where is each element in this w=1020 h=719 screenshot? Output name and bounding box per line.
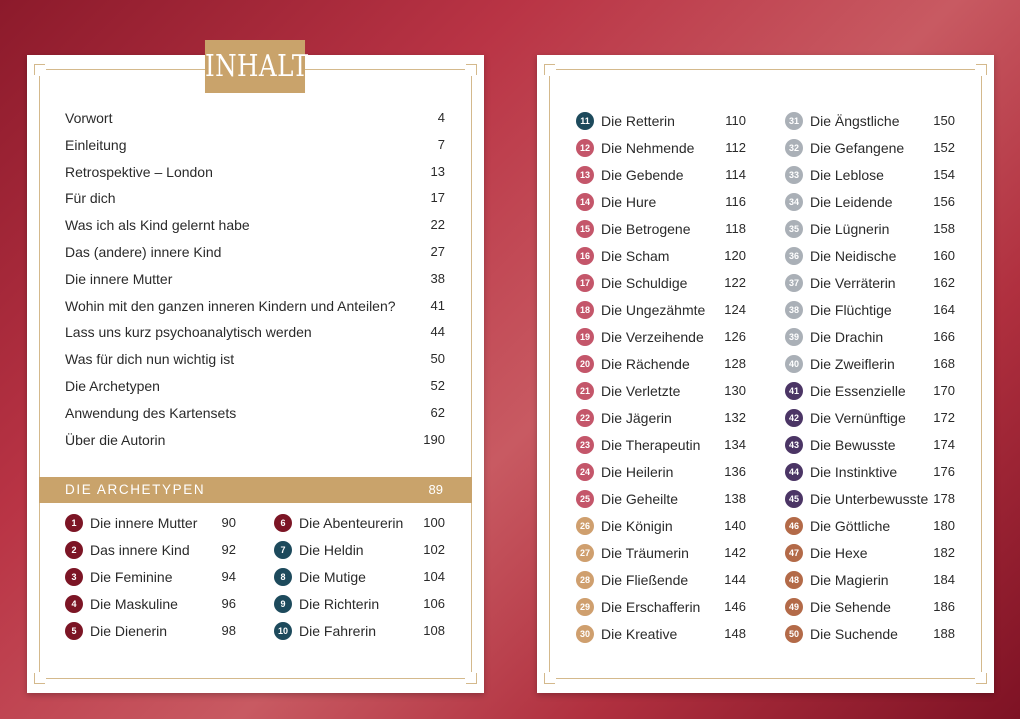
archetype-entry[interactable] [785,571,955,598]
toc-entry-label: Lass uns kurz psychoanalytisch werden [65,324,312,341]
archetype-page: 168 [933,356,955,371]
toc-entry-page: 50 [430,351,445,367]
archetype-entry[interactable] [785,382,955,409]
toc-entry-label: Vorwort [65,110,113,126]
archetype-page: 146 [724,599,746,614]
archetype-name: Die Sehende [810,599,891,615]
toc-entry-label: Über die Autorin [65,431,166,448]
archetype-entry[interactable] [576,220,746,247]
archetype-page: 158 [933,221,955,236]
archetype-list-col3 [576,112,746,652]
archetype-page: 118 [725,221,746,236]
toc-entry-page: 52 [430,377,445,393]
toc-entry-page: 62 [430,404,445,420]
archetype-number-badge: 38 [785,301,803,319]
page-title: INHALT [205,40,305,93]
archetype-entry[interactable] [785,274,955,301]
archetype-page: 160 [933,248,955,263]
archetype-entry[interactable] [576,193,746,220]
archetype-number-badge: 42 [785,409,803,427]
archetype-page: 132 [724,410,746,425]
archetype-entry[interactable] [274,514,445,541]
archetype-name: Die Gefangene [810,140,905,156]
archetype-number-badge: 32 [785,139,803,157]
archetype-entry[interactable] [576,274,746,301]
archetype-number-badge: 25 [576,490,594,508]
archetype-entry[interactable] [576,463,746,490]
archetype-name: Die Schuldige [601,275,688,291]
archetype-entry[interactable] [785,409,955,436]
archetype-page: 152 [933,140,955,155]
archetype-number-badge: 34 [785,193,803,211]
archetype-entry[interactable] [576,490,746,517]
archetype-name: Die Verzeihende [601,329,704,345]
toc-entry-page: 4 [437,110,445,125]
archetype-entry[interactable] [576,598,746,625]
archetype-entry[interactable] [576,139,746,166]
archetype-entry[interactable] [576,328,746,355]
archetype-entry[interactable] [576,436,746,463]
archetype-number-badge: 13 [576,166,594,184]
archetype-entry[interactable] [785,301,955,328]
toc-entry-label: Was ich als Kind gelernt habe [65,217,250,234]
archetype-entry[interactable] [785,112,955,139]
archetype-page: 170 [933,383,955,398]
toc-entry-label: Die Archetypen [65,377,160,394]
toc-entry-label: Was für dich nun wichtig ist [65,351,235,368]
archetype-name: Die Jägerin [601,410,672,426]
archetype-number-badge: 41 [785,382,803,400]
archetype-name: Die Feminine [90,569,173,585]
toc-entry-page: 22 [430,217,445,233]
archetype-entry[interactable] [785,220,955,247]
archetype-number-badge: 22 [576,409,594,427]
archetype-name: Die Fahrerin [299,623,377,639]
archetype-page: 166 [933,329,955,344]
archetype-number-badge: 14 [576,193,594,211]
archetype-name: Die Hure [601,194,657,210]
archetype-page: 98 [221,623,236,638]
archetype-number-badge: 1 [65,514,83,532]
archetype-name: Die Vernünftige [810,410,906,426]
archetype-entry[interactable] [65,541,236,568]
archetype-page: 102 [423,542,445,557]
archetype-name: Die Heldin [299,542,364,558]
archetype-entry[interactable] [576,517,746,544]
toc-entry-page: 44 [430,324,445,340]
archetype-entry[interactable] [785,436,955,463]
archetype-page: 144 [724,572,746,587]
archetype-page: 186 [933,599,955,614]
archetype-page: 162 [933,275,955,290]
archetype-name: Die Gebende [601,167,684,183]
archetype-entry[interactable] [576,544,746,571]
archetype-page: 96 [221,596,236,611]
archetype-name: Die Leblose [810,167,884,183]
archetype-entry[interactable] [785,490,955,517]
archetype-name: Die Retterin [601,113,675,129]
archetype-name: Die Träumerin [601,545,689,561]
archetype-name: Die Ängstliche [810,113,900,129]
archetype-page: 112 [725,140,746,155]
archetype-page: 148 [724,626,746,641]
toc-entry-label: Anwendung des Kartensets [65,404,237,421]
archetype-name: Die Hexe [810,545,868,561]
archetype-number-badge: 30 [576,625,594,643]
archetype-page: 122 [724,275,746,290]
archetype-number-badge: 26 [576,517,594,535]
archetype-number-badge: 4 [65,595,83,613]
archetype-number-badge: 11 [576,112,594,130]
archetype-name: Die Flüchtige [810,302,892,318]
archetype-list-col4 [785,112,955,652]
archetype-entry[interactable] [576,571,746,598]
archetype-name: Die Maskuline [90,596,178,612]
archetype-page: 176 [933,464,955,479]
archetype-name: Die Neidische [810,248,897,264]
section-header-archetypes [39,477,472,503]
archetype-page: 138 [724,491,746,506]
archetype-entry[interactable] [274,568,445,595]
archetype-number-badge: 23 [576,436,594,454]
archetype-page: 130 [724,383,746,398]
archetype-entry[interactable] [274,595,445,622]
archetype-page: 106 [423,596,445,611]
archetype-page: 124 [724,302,746,317]
archetype-page: 104 [423,569,445,584]
toc-entry[interactable] [65,108,445,135]
archetype-name: Die Zweiflerin [810,356,895,372]
toc-entry-label: Die innere Mutter [65,270,173,287]
archetype-page: 188 [933,626,955,641]
archetype-entry[interactable] [785,247,955,274]
toc-entry[interactable] [65,349,445,376]
toc-entry-page: 27 [430,243,445,259]
archetype-page: 92 [221,542,236,557]
archetype-name: Die Göttliche [810,518,891,534]
toc-entry-page: 17 [430,190,445,206]
archetype-name: Die Abenteurerin [299,515,404,531]
archetype-name: Die Rächende [601,356,690,372]
frame-corner-ornament [465,62,479,76]
archetype-number-badge: 50 [785,625,803,643]
archetype-name: Die Suchende [810,626,898,642]
toc-entry[interactable] [65,188,445,215]
archetype-entry[interactable] [576,409,746,436]
archetype-page: 156 [933,194,955,209]
archetype-number-badge: 27 [576,544,594,562]
archetype-name: Die Ungezähmte [601,302,706,318]
archetype-list-col1 [65,514,236,649]
archetype-number-badge: 46 [785,517,803,535]
archetype-entry[interactable] [274,541,445,568]
archetype-name: Die innere Mutter [90,515,198,531]
archetype-name: Die Nehmende [601,140,695,156]
toc-entry-page: 190 [423,431,445,447]
archetype-entry[interactable] [576,382,746,409]
archetype-number-badge: 43 [785,436,803,454]
archetype-number-badge: 3 [65,568,83,586]
archetype-number-badge: 48 [785,571,803,589]
archetype-page: 126 [724,329,746,344]
archetype-number-badge: 10 [274,622,292,640]
archetype-entry[interactable] [65,622,236,649]
toc-entry[interactable] [65,322,445,349]
archetype-page: 128 [724,356,746,371]
archetype-page: 94 [221,569,236,584]
archetype-entry[interactable] [65,514,236,541]
archetype-page: 100 [423,515,445,530]
archetype-page: 178 [933,491,955,506]
archetype-number-badge: 15 [576,220,594,238]
toc-entry-label: Einleitung [65,136,127,153]
archetype-page: 164 [933,302,955,317]
archetype-page: 154 [933,167,955,182]
archetype-entry[interactable] [785,463,955,490]
archetype-page: 116 [725,194,746,209]
archetype-page: 136 [724,464,746,479]
archetype-entry[interactable] [65,595,236,622]
archetype-entry[interactable] [785,166,955,193]
archetype-list-col2 [274,514,445,649]
frame-corner-ornament [32,62,46,76]
archetype-number-badge: 7 [274,541,292,559]
frame-corner-ornament [542,62,556,76]
archetype-entry[interactable] [576,166,746,193]
archetype-page: 142 [724,545,746,560]
archetype-name: Die Instinktive [810,464,898,480]
toc-entry-label: Das (andere) innere Kind [65,243,222,260]
toc-entry[interactable] [65,403,445,430]
toc-entry[interactable] [65,376,445,403]
archetype-number-badge: 5 [65,622,83,640]
archetype-page: 184 [933,572,955,587]
archetype-number-badge: 36 [785,247,803,265]
archetype-number-badge: 35 [785,220,803,238]
archetype-number-badge: 39 [785,328,803,346]
archetype-name: Das innere Kind [90,542,190,558]
archetype-name: Die Geheilte [601,491,679,507]
archetype-number-badge: 24 [576,463,594,481]
toc-entry-label: Retrospektive – London [65,163,213,180]
archetype-name: Die Erschafferin [601,599,701,615]
archetype-page: 172 [933,410,955,425]
archetype-name: Die Fließende [601,572,689,588]
toc-entry-page: 7 [437,136,445,152]
archetype-page: 114 [725,167,746,182]
archetype-name: Die Scham [601,248,670,264]
archetype-number-badge: 47 [785,544,803,562]
toc-entry-label: Wohin mit den ganzen inneren Kindern und Anteilen? [65,297,396,314]
toc-entry-page: 38 [430,270,445,286]
archetype-entry[interactable] [785,544,955,571]
archetype-page: 110 [725,113,746,128]
archetype-name: Die Betrogene [601,221,691,237]
archetype-name: Die Lügnerin [810,221,890,237]
section-page-number: 89 [428,482,443,497]
archetype-page: 108 [423,623,445,638]
archetype-number-badge: 37 [785,274,803,292]
archetype-entry[interactable] [785,598,955,625]
archetype-name: Die Verräterin [810,275,896,291]
archetype-entry[interactable] [65,568,236,595]
archetype-name: Die Drachin [810,329,884,345]
archetype-number-badge: 9 [274,595,292,613]
archetype-number-badge: 21 [576,382,594,400]
section-title: DIE ARCHETYPEN [65,482,206,497]
archetype-entry[interactable] [576,301,746,328]
frame-corner-ornament [465,672,479,686]
toc-entry[interactable] [65,296,445,323]
archetype-name: Die Heilerin [601,464,674,480]
archetype-number-badge: 16 [576,247,594,265]
archetype-name: Die Unterbewusste [810,491,929,507]
archetype-number-badge: 44 [785,463,803,481]
archetype-name: Die Mutige [299,569,366,585]
archetype-entry[interactable] [274,622,445,649]
archetype-name: Die Verletzte [601,383,681,399]
archetype-page: 150 [933,113,955,128]
archetype-number-badge: 12 [576,139,594,157]
archetype-entry[interactable] [576,625,746,652]
archetype-page: 174 [933,437,955,452]
table-of-contents [65,108,445,456]
frame-corner-ornament [975,672,989,686]
archetype-page: 182 [933,545,955,560]
archetype-entry[interactable] [785,193,955,220]
archetype-name: Die Königin [601,518,673,534]
toc-entry[interactable] [65,135,445,162]
toc-entry-label: Für dich [65,190,116,207]
archetype-number-badge: 40 [785,355,803,373]
toc-entry-page: 13 [430,163,445,179]
archetype-entry[interactable] [785,328,955,355]
archetype-name: Die Magierin [810,572,889,588]
archetype-page: 180 [933,518,955,533]
archetype-entry[interactable] [785,355,955,382]
archetype-number-badge: 17 [576,274,594,292]
archetype-entry[interactable] [576,355,746,382]
toc-entry[interactable] [65,430,445,457]
archetype-number-badge: 6 [274,514,292,532]
toc-entry[interactable] [65,162,445,189]
archetype-entry[interactable] [785,517,955,544]
archetype-number-badge: 19 [576,328,594,346]
archetype-page: 134 [724,437,746,452]
toc-entry[interactable] [65,242,445,269]
frame-corner-ornament [542,672,556,686]
toc-entry[interactable] [65,215,445,242]
archetype-number-badge: 20 [576,355,594,373]
archetype-page: 140 [724,518,746,533]
archetype-number-badge: 45 [785,490,803,508]
archetype-entry[interactable] [785,625,955,652]
archetype-entry[interactable] [576,247,746,274]
archetype-name: Die Leidende [810,194,893,210]
toc-entry-page: 41 [430,297,445,313]
archetype-number-badge: 28 [576,571,594,589]
frame-corner-ornament [32,672,46,686]
frame-corner-ornament [975,62,989,76]
archetype-number-badge: 8 [274,568,292,586]
archetype-page: 120 [724,248,746,263]
archetype-entry[interactable] [785,139,955,166]
archetype-number-badge: 2 [65,541,83,559]
archetype-number-badge: 49 [785,598,803,616]
archetype-entry[interactable] [576,112,746,139]
archetype-name: Die Richterin [299,596,380,612]
archetype-number-badge: 29 [576,598,594,616]
archetype-name: Die Dienerin [90,623,168,639]
archetype-name: Die Essenzielle [810,383,906,399]
archetype-name: Die Bewusste [810,437,896,453]
archetype-page: 90 [221,515,236,530]
toc-entry[interactable] [65,269,445,296]
archetype-name: Die Therapeutin [601,437,701,453]
archetype-number-badge: 31 [785,112,803,130]
archetype-number-badge: 18 [576,301,594,319]
archetype-name: Die Kreative [601,626,678,642]
archetype-number-badge: 33 [785,166,803,184]
